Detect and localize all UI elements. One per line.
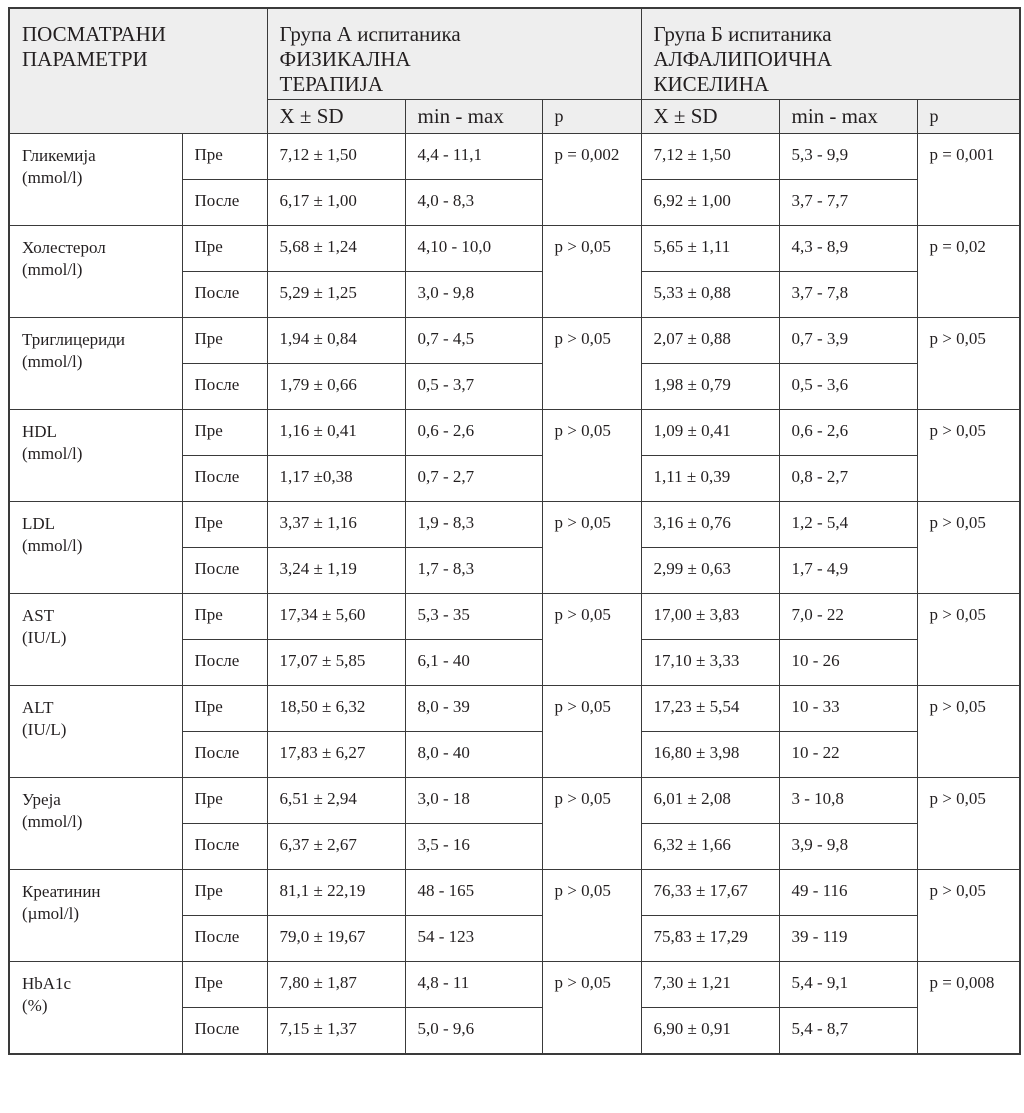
group-a-p-value: p > 0,05 (542, 410, 641, 502)
group-a-post-range: 3,5 - 16 (405, 824, 542, 870)
group-a-pre-mean: 7,12 ± 1,50 (267, 134, 405, 180)
group-b-pre-mean: 1,09 ± 0,41 (641, 410, 779, 456)
col-header-range-a: min - max (405, 100, 542, 134)
timepoint-pre: Пре (182, 870, 267, 916)
group-b-therapy-line2: КИСЕЛИНА (653, 72, 769, 96)
group-a-post-mean: 17,83 ± 6,27 (267, 732, 405, 778)
group-b-p-value: p > 0,05 (917, 778, 1020, 870)
timepoint-post: После (182, 1008, 267, 1054)
group-b-post-mean: 75,83 ± 17,29 (641, 916, 779, 962)
group-a-post-mean: 1,79 ± 0,66 (267, 364, 405, 410)
group-b-post-range: 10 - 26 (779, 640, 917, 686)
group-b-pre-range: 10 - 33 (779, 686, 917, 732)
group-a-therapy-line1: ФИЗИКАЛНА (279, 47, 411, 71)
parameter-cell (9, 410, 182, 502)
group-a-pre-mean: 7,80 ± 1,87 (267, 962, 405, 1008)
group-a-p-value: p > 0,05 (542, 870, 641, 962)
group-a-pre-range: 8,0 - 39 (405, 686, 542, 732)
group-b-p-value: p > 0,05 (917, 594, 1020, 686)
table-row-pre (9, 594, 1020, 640)
group-a-pre-range: 0,6 - 2,6 (405, 410, 542, 456)
group-b-post-range: 3,7 - 7,7 (779, 180, 917, 226)
group-b-post-mean: 5,33 ± 0,88 (641, 272, 779, 318)
timepoint-post: После (182, 180, 267, 226)
group-a-post-mean: 1,17 ±0,38 (267, 456, 405, 502)
params-header-cell (9, 8, 267, 134)
timepoint-post: После (182, 824, 267, 870)
group-b-post-range: 10 - 22 (779, 732, 917, 778)
parameter-unit: (mmol/l) (22, 168, 83, 187)
group-a-pre-range: 4,10 - 10,0 (405, 226, 542, 272)
group-b-header (641, 8, 1020, 100)
group-a-pre-range: 4,8 - 11 (405, 962, 542, 1008)
group-a-post-range: 8,0 - 40 (405, 732, 542, 778)
group-b-pre-range: 0,6 - 2,6 (779, 410, 917, 456)
group-a-post-mean: 6,17 ± 1,00 (267, 180, 405, 226)
group-a-post-mean: 3,24 ± 1,19 (267, 548, 405, 594)
parameter-name: LDL (22, 514, 56, 533)
timepoint-post: После (182, 640, 267, 686)
timepoint-post: После (182, 916, 267, 962)
group-b-pre-mean: 6,01 ± 2,08 (641, 778, 779, 824)
group-a-post-range: 1,7 - 8,3 (405, 548, 542, 594)
group-b-pre-range: 5,3 - 9,9 (779, 134, 917, 180)
group-b-post-range: 5,4 - 8,7 (779, 1008, 917, 1054)
results-table (8, 7, 1021, 1055)
parameter-name: Гликемија (22, 146, 96, 165)
parameter-name: HDL (22, 422, 57, 441)
group-a-post-range: 5,0 - 9,6 (405, 1008, 542, 1054)
group-b-post-mean: 6,90 ± 0,91 (641, 1008, 779, 1054)
group-b-post-range: 0,5 - 3,6 (779, 364, 917, 410)
group-a-pre-mean: 81,1 ± 22,19 (267, 870, 405, 916)
timepoint-pre: Пре (182, 686, 267, 732)
group-b-post-mean: 2,99 ± 0,63 (641, 548, 779, 594)
group-a-pre-range: 0,7 - 4,5 (405, 318, 542, 364)
group-b-post-mean: 1,98 ± 0,79 (641, 364, 779, 410)
group-a-pre-mean: 3,37 ± 1,16 (267, 502, 405, 548)
parameter-cell (9, 134, 182, 226)
group-b-p-value: p > 0,05 (917, 870, 1020, 962)
group-b-pre-range: 1,2 - 5,4 (779, 502, 917, 548)
timepoint-post: После (182, 548, 267, 594)
table-row-pre (9, 410, 1020, 456)
group-a-post-mean: 6,37 ± 2,67 (267, 824, 405, 870)
group-a-pre-range: 4,4 - 11,1 (405, 134, 542, 180)
timepoint-pre: Пре (182, 318, 267, 364)
group-a-post-mean: 7,15 ± 1,37 (267, 1008, 405, 1054)
group-a-p-value: p = 0,002 (542, 134, 641, 226)
group-b-pre-range: 49 - 116 (779, 870, 917, 916)
group-a-p-value: p > 0,05 (542, 686, 641, 778)
timepoint-post: После (182, 456, 267, 502)
col-header-mean-b: X ± SD (641, 100, 779, 134)
group-b-pre-mean: 17,00 ± 3,83 (641, 594, 779, 640)
parameter-cell (9, 594, 182, 686)
group-a-p-value: p > 0,05 (542, 318, 641, 410)
timepoint-post: После (182, 272, 267, 318)
params-header-line2: ПАРАМЕТРИ (22, 47, 148, 71)
group-a-pre-mean: 5,68 ± 1,24 (267, 226, 405, 272)
group-b-title: Група Б испитаника (653, 22, 832, 46)
col-header-p-b: p (917, 100, 1020, 134)
parameter-unit: (mmol/l) (22, 536, 83, 555)
group-a-post-mean: 79,0 ± 19,67 (267, 916, 405, 962)
group-b-post-range: 39 - 119 (779, 916, 917, 962)
group-b-post-range: 3,7 - 7,8 (779, 272, 917, 318)
col-header-p-a: p (542, 100, 641, 134)
group-b-pre-mean: 3,16 ± 0,76 (641, 502, 779, 548)
col-header-mean-a: X ± SD (267, 100, 405, 134)
timepoint-pre: Пре (182, 226, 267, 272)
table-body (9, 134, 1020, 1054)
group-a-pre-range: 3,0 - 18 (405, 778, 542, 824)
group-b-pre-range: 5,4 - 9,1 (779, 962, 917, 1008)
parameter-cell (9, 502, 182, 594)
timepoint-post: После (182, 364, 267, 410)
parameter-unit: (mmol/l) (22, 812, 83, 831)
col-header-range-b: min - max (779, 100, 917, 134)
group-b-p-value: p > 0,05 (917, 410, 1020, 502)
group-a-p-value: p > 0,05 (542, 502, 641, 594)
group-b-pre-mean: 17,23 ± 5,54 (641, 686, 779, 732)
group-a-header (267, 8, 641, 100)
parameter-cell (9, 870, 182, 962)
group-b-pre-mean: 7,12 ± 1,50 (641, 134, 779, 180)
group-a-post-range: 6,1 - 40 (405, 640, 542, 686)
group-a-post-range: 0,5 - 3,7 (405, 364, 542, 410)
timepoint-pre: Пре (182, 410, 267, 456)
parameter-name: Триглицериди (22, 330, 126, 349)
parameter-cell (9, 686, 182, 778)
group-a-pre-range: 5,3 - 35 (405, 594, 542, 640)
group-a-post-range: 0,7 - 2,7 (405, 456, 542, 502)
parameter-name: ALT (22, 698, 54, 717)
table-row-pre (9, 226, 1020, 272)
group-b-pre-mean: 5,65 ± 1,11 (641, 226, 779, 272)
table-row-pre (9, 962, 1020, 1008)
parameter-name: AST (22, 606, 55, 625)
group-a-pre-mean: 17,34 ± 5,60 (267, 594, 405, 640)
group-b-pre-mean: 7,30 ± 1,21 (641, 962, 779, 1008)
parameter-name: Холестерол (22, 238, 106, 257)
table-row-pre (9, 870, 1020, 916)
table-row-pre (9, 778, 1020, 824)
table-row-pre (9, 502, 1020, 548)
parameter-unit: (mmol/l) (22, 260, 83, 279)
results-table-container (8, 7, 1021, 1055)
parameter-unit: (mmol/l) (22, 352, 83, 371)
timepoint-pre: Пре (182, 962, 267, 1008)
group-b-post-range: 1,7 - 4,9 (779, 548, 917, 594)
group-b-p-value: p > 0,05 (917, 686, 1020, 778)
group-a-post-mean: 5,29 ± 1,25 (267, 272, 405, 318)
parameter-cell (9, 226, 182, 318)
group-b-p-value: p = 0,001 (917, 134, 1020, 226)
group-a-post-mean: 17,07 ± 5,85 (267, 640, 405, 686)
table-row-pre (9, 134, 1020, 180)
timepoint-pre: Пре (182, 778, 267, 824)
timepoint-pre: Пре (182, 502, 267, 548)
group-a-therapy-line2: ТЕРАПИЈА (279, 72, 383, 96)
group-b-p-value: p > 0,05 (917, 318, 1020, 410)
parameter-cell (9, 962, 182, 1054)
group-a-p-value: p > 0,05 (542, 962, 641, 1054)
group-b-post-range: 3,9 - 9,8 (779, 824, 917, 870)
group-a-post-range: 3,0 - 9,8 (405, 272, 542, 318)
header-row-groups (9, 8, 1020, 100)
group-b-post-mean: 6,32 ± 1,66 (641, 824, 779, 870)
group-a-pre-range: 48 - 165 (405, 870, 542, 916)
group-b-pre-range: 7,0 - 22 (779, 594, 917, 640)
group-a-post-range: 54 - 123 (405, 916, 542, 962)
group-b-post-range: 0,8 - 2,7 (779, 456, 917, 502)
parameter-unit: (IU/L) (22, 720, 67, 739)
table-row-pre (9, 686, 1020, 732)
parameter-cell (9, 778, 182, 870)
group-b-pre-range: 4,3 - 8,9 (779, 226, 917, 272)
table-row-pre (9, 318, 1020, 364)
parameter-unit: (mmol/l) (22, 444, 83, 463)
group-a-pre-mean: 6,51 ± 2,94 (267, 778, 405, 824)
parameter-unit: (%) (22, 996, 48, 1015)
parameter-cell (9, 318, 182, 410)
group-b-therapy-line1: АЛФАЛИПОИЧНА (653, 47, 832, 71)
group-a-p-value: p > 0,05 (542, 778, 641, 870)
group-b-post-mean: 16,80 ± 3,98 (641, 732, 779, 778)
group-b-p-value: p = 0,02 (917, 226, 1020, 318)
group-a-pre-mean: 1,16 ± 0,41 (267, 410, 405, 456)
parameter-name: HbA1c (22, 974, 72, 993)
group-b-post-mean: 1,11 ± 0,39 (641, 456, 779, 502)
group-b-pre-range: 0,7 - 3,9 (779, 318, 917, 364)
group-b-post-mean: 6,92 ± 1,00 (641, 180, 779, 226)
timepoint-post: После (182, 732, 267, 778)
group-b-pre-range: 3 - 10,8 (779, 778, 917, 824)
group-a-post-range: 4,0 - 8,3 (405, 180, 542, 226)
group-a-title: Група А испитаника (279, 22, 461, 46)
group-a-pre-mean: 18,50 ± 6,32 (267, 686, 405, 732)
group-a-p-value: p > 0,05 (542, 226, 641, 318)
group-a-pre-range: 1,9 - 8,3 (405, 502, 542, 548)
group-b-pre-mean: 76,33 ± 17,67 (641, 870, 779, 916)
params-header-line1: ПОСМАТРАНИ (22, 22, 166, 46)
group-a-p-value: p > 0,05 (542, 594, 641, 686)
timepoint-pre: Пре (182, 594, 267, 640)
parameter-name: Креатинин (22, 882, 101, 901)
timepoint-pre: Пре (182, 134, 267, 180)
parameter-unit: (µmol/l) (22, 904, 80, 923)
group-a-pre-mean: 1,94 ± 0,84 (267, 318, 405, 364)
group-b-p-value: p > 0,05 (917, 502, 1020, 594)
parameter-name: Уреја (22, 790, 61, 809)
group-b-post-mean: 17,10 ± 3,33 (641, 640, 779, 686)
parameter-unit: (IU/L) (22, 628, 67, 647)
group-b-pre-mean: 2,07 ± 0,88 (641, 318, 779, 364)
group-b-p-value: p = 0,008 (917, 962, 1020, 1054)
